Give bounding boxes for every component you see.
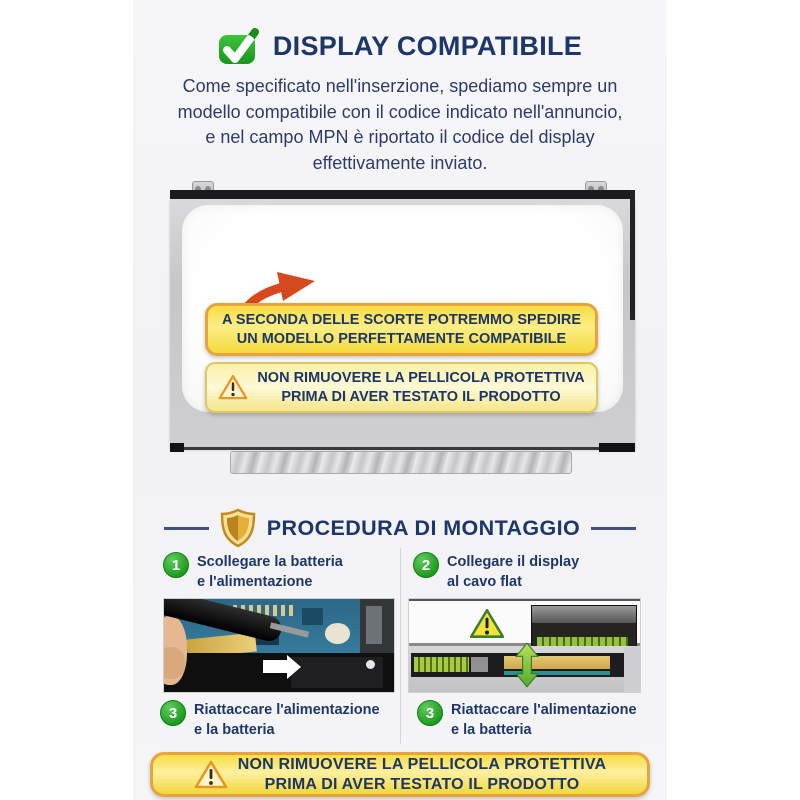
step-number-badge: 3 <box>160 700 186 726</box>
panel-bottom-line <box>170 447 635 450</box>
step-text: Scollegare la batteria <box>197 554 343 570</box>
warning-triangle-icon <box>218 374 248 401</box>
procedure-header <box>133 508 667 548</box>
step-text: al cavo flat <box>447 573 522 590</box>
step-3-right <box>417 700 637 740</box>
step-text: e l'alimentazione <box>197 573 313 590</box>
step-text: Riattaccare l'alimentazione <box>451 702 637 718</box>
warning-triangle-icon <box>469 608 505 640</box>
footer-warning-line: NON RIMUOVERE LA PELLICOLA PROTETTIVA <box>237 755 607 773</box>
panel-right-edge <box>630 190 635 320</box>
step-number-badge: 1 <box>163 552 189 578</box>
stock-notice-line: UN MODELLO PERFETTAMENTE COMPATIBILE <box>236 330 567 347</box>
film-warning-label <box>205 362 598 413</box>
panel-bottom-cap-right <box>599 443 635 452</box>
stock-notice-line: A SECONDA DELLE SCORTE POTREMMO SPEDIRE <box>221 311 582 328</box>
intro-line: Come specificato nell'inserzione, spediamo sempre un <box>182 76 618 96</box>
intro-line: modello compatibile con il codice indicato nell'annuncio, <box>177 101 623 122</box>
step-2 <box>413 552 579 592</box>
procedure-title: PROCEDURA DI MONTAGGIO <box>266 515 581 540</box>
step-3-left <box>160 700 380 740</box>
header <box>133 26 667 66</box>
stock-notice-label <box>205 303 598 356</box>
step-text: e la batteria <box>194 721 275 738</box>
green-arrow-icon <box>515 640 539 690</box>
intro-line: e nel campo MPN è riportato il codice del display <box>205 127 595 147</box>
panel-foil-strip <box>230 451 572 474</box>
step-text: Riattaccare l'alimentazione <box>194 702 380 718</box>
battery-disconnect-photo <box>163 598 395 693</box>
warning-triangle-icon <box>194 760 228 790</box>
listing-graphic <box>133 0 667 800</box>
check-icon <box>218 26 260 66</box>
flat-cable-connect-photo <box>408 598 641 693</box>
white-arrow-icon <box>263 660 287 673</box>
column-divider <box>400 548 401 744</box>
step-1 <box>163 552 343 592</box>
film-warning-line: PRIMA DI AVER TESTATO IL PRODOTTO <box>281 388 561 405</box>
footer-warning-line: PRIMA DI AVER TESTATO IL PRODOTTO <box>264 775 580 793</box>
film-warning-line: NON RIMUOVERE LA PELLICOLA PROTETTIVA <box>257 369 585 386</box>
intro-line: effettivamente inviato. <box>312 152 488 173</box>
step-number-badge: 3 <box>417 700 443 726</box>
footer-warning-banner <box>150 752 650 797</box>
step-text: Collegare il display <box>447 554 580 570</box>
page-title: DISPLAY COMPATIBILE <box>272 30 583 61</box>
step-text: e la batteria <box>451 721 532 738</box>
step-number-badge: 2 <box>413 552 439 578</box>
divider-line <box>164 527 209 530</box>
panel-bottom-cap-left <box>170 443 184 452</box>
intro-paragraph <box>133 74 667 176</box>
panel-top-strip <box>170 190 635 199</box>
divider-line <box>591 527 636 530</box>
shield-icon <box>220 508 256 548</box>
